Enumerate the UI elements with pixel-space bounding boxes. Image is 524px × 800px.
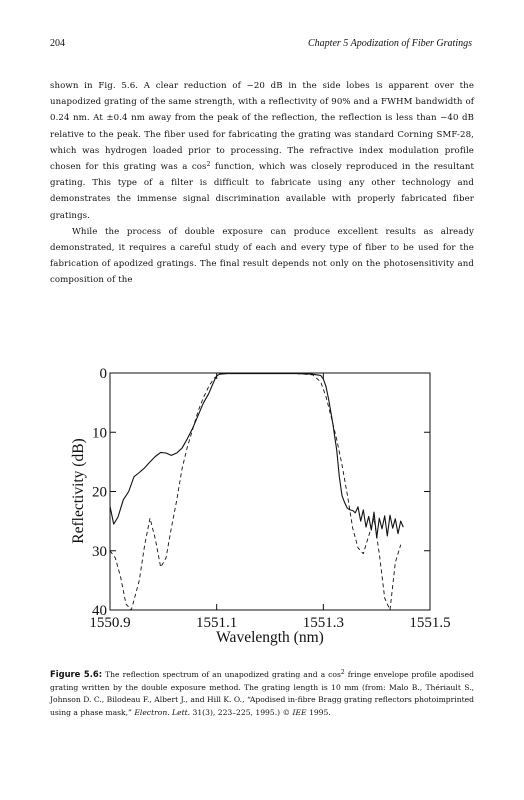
paragraph-1-text: shown in Fig. 5.6. A clear reduction of −20 dB in the side lobes is apparent over the unapodized grating of the same strength, with a reflectivity of 90% and a FWHM bandwidth of 0.24 nm. At ±0.4 nm away from the peak of the reflection, the reflection is less than −40 dB relative to the peak. The fiber used for fabricating the grating was standard Corning SMF-28, which was hydrogen loaded prior to processing. The refractive index modulation profile chosen for this grating was a cos <box>50 81 474 173</box>
caption-superscript: 2 <box>340 669 345 676</box>
y-axis-ticks <box>92 366 430 619</box>
x-tick-label: 1550.9 <box>89 615 131 631</box>
x-tick-label: 1551.3 <box>302 615 344 631</box>
y-axis-label: Reflectivity (dB) <box>70 438 87 544</box>
paragraph-2: While the process of double exposure can produce excellent results as already demonstrated, it requires a careful study of each and every type of fiber to be used for the fabrication of apodized gratings. The final result depends not only on the photosensitivity and composition of the <box>50 226 474 286</box>
x-axis-ticks <box>89 373 450 631</box>
paragraph-1-superscript: 2 <box>206 161 211 169</box>
caption-text-a: The reflection spectrum of an unapodized grating and a cos <box>102 670 341 679</box>
caption-text-b: fringe envelope profile apodised grating written by the double exposure method. The grating length is 10 mm (from: Malo B., Thériault S., Johnson D. C., Bilodeau F., Albert J., and Hill K. O., “Apodised in-fibre Bragg grating reflectors photoimprinted using a phase mask,” <box>50 670 474 717</box>
y-tick-label: 20 <box>92 484 107 501</box>
y-tick-label: 10 <box>92 425 107 442</box>
unapodized-grating-curve <box>110 374 403 538</box>
caption-label: Figure 5.6: <box>50 669 103 679</box>
caption-publisher: IEE <box>292 707 307 717</box>
paragraph-1 <box>50 78 474 224</box>
x-tick-label: 1551.5 <box>409 615 451 631</box>
reflection-spectrum-chart <box>56 360 476 655</box>
plot-frame <box>110 373 430 610</box>
data-series <box>110 374 403 610</box>
page-header <box>50 38 472 54</box>
paragraph-1-tail: function, which was closely reproduced in the resultant grating. This type of a filter is difficult to fabricate using any other technology and demonstrates the immense signal discrimination available with properly fabricated fiber gratings. <box>50 162 475 221</box>
figure-caption <box>50 668 474 719</box>
running-head: Chapter 5 Apodization of Fiber Gratings <box>308 38 472 49</box>
x-axis-label: Wavelength (nm) <box>216 629 324 646</box>
y-tick-label: 0 <box>99 366 107 382</box>
x-tick-label: 1551.1 <box>196 615 238 631</box>
body-text <box>50 78 474 289</box>
reflection-spectrum-figure <box>56 360 476 655</box>
caption-journal: Electron. Lett. <box>134 707 191 717</box>
apodized-grating-curve <box>110 374 401 610</box>
y-tick-label: 40 <box>92 603 107 619</box>
caption-text-d: 1995. <box>306 707 331 717</box>
caption-text-c: 31(3), 223–225, 1995.) © <box>190 707 293 717</box>
y-tick-label: 30 <box>92 543 107 560</box>
page-number: 204 <box>50 38 65 49</box>
